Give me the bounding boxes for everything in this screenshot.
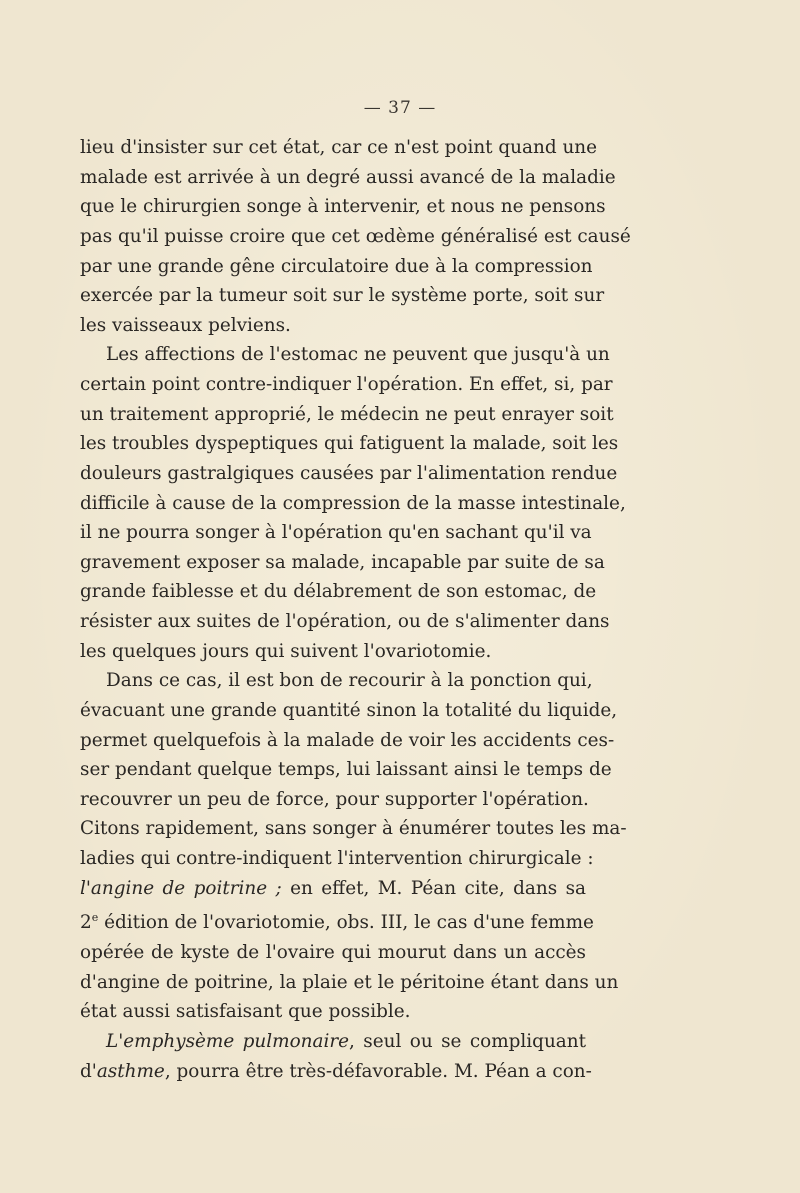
text-segment: édition de l'ovariotomie, obs. III, le cas d'une femme: [98, 912, 594, 934]
text-line: [80, 1057, 592, 1087]
text-line: [80, 874, 586, 904]
text-line: [80, 1027, 586, 1057]
text-segment: , pourra être très-défavorable. M. Péan a con-: [164, 1060, 592, 1082]
text-line: lieu d'insister sur cet état, car ce n'est point quand une: [80, 137, 598, 158]
text-line: Dans ce cas, il est bon de recourir à la ponction qui,: [106, 670, 593, 692]
text-line: les vaisseaux pelviens.: [80, 314, 291, 336]
text-line: d'angine de poitrine, la plaie et le péritoine étant dans un: [80, 971, 619, 993]
text-line: il ne pourra songer à l'opération qu'en sachant qu'il va: [80, 522, 592, 544]
text-line: exercée par la tumeur soit sur le système porte, soit sur: [80, 285, 605, 307]
italic-term-emphyseme: L'emphysème pulmonaire: [106, 1030, 350, 1052]
text-line: [80, 903, 594, 938]
italic-term-asthme: asthme: [96, 1060, 165, 1082]
text-line: grande faiblesse et du délabrement de son estomac, de: [80, 581, 597, 603]
text-segment: en effet, M. Péan cite, dans sa: [281, 877, 586, 899]
text-line: permet quelquefois à la malade de voir les accidents ces-: [80, 729, 615, 751]
text-line: certain point contre-indiquer l'opération. En effet, si, par: [80, 374, 613, 395]
text-line: difficile à cause de la compression de la masse intestinale,: [80, 492, 626, 514]
text-line: ser pendant quelque temps, lui laissant ainsi le temps de: [80, 759, 612, 781]
text-line: recouvrer un peu de force, pour supporter l'opération.: [80, 788, 589, 810]
text-line: malade est arrivée à un degré aussi avancé de la maladie: [80, 166, 616, 188]
text-line: résister aux suites de l'opération, ou de s'alimenter dans: [80, 611, 610, 632]
text-line: Les affections de l'estomac ne peuvent que jusqu'à un: [106, 344, 610, 366]
text-line: ladies qui contre-indiquent l'intervention chirurgicale :: [80, 848, 594, 869]
text-line: les quelques jours qui suivent l'ovariotomie.: [80, 640, 492, 662]
italic-term-angine: l'angine de poitrine ;: [80, 877, 282, 899]
body-text: [80, 133, 631, 1086]
text-line: par une grande gêne circulatoire due à la compression: [80, 255, 593, 277]
text-line: un traitement approprié, le médecin ne peut enrayer soit: [80, 403, 614, 425]
text-segment: , seul ou se compliquant: [349, 1030, 586, 1052]
page-number: — 37 —: [363, 98, 437, 118]
text-line: pas qu'il puisse croire que cet œdème généralisé est causé: [80, 225, 631, 247]
text-line: douleurs gastralgiques causées par l'alimentation rendue: [80, 462, 618, 484]
text-line: opérée de kyste de l'ovaire qui mourut dans un accès: [80, 942, 586, 963]
text-line: état aussi satisfaisant que possible.: [80, 1001, 411, 1023]
ordinal-superscript: e: [91, 911, 99, 925]
text-line: Citons rapidement, sans songer à énumérer toutes les ma-: [80, 818, 627, 840]
text-line: les troubles dyspeptiques qui fatiguent la malade, soit les: [80, 433, 619, 455]
text-line: gravement exposer sa malade, incapable par suite de sa: [80, 551, 605, 573]
text-segment: d': [80, 1060, 97, 1082]
text-line: évacuant une grande quantité sinon la totalité du liquide,: [80, 699, 618, 721]
edition-ordinal: 2: [80, 912, 92, 934]
text-line: que le chirurgien songe à intervenir, et nous ne pensons: [80, 196, 606, 218]
